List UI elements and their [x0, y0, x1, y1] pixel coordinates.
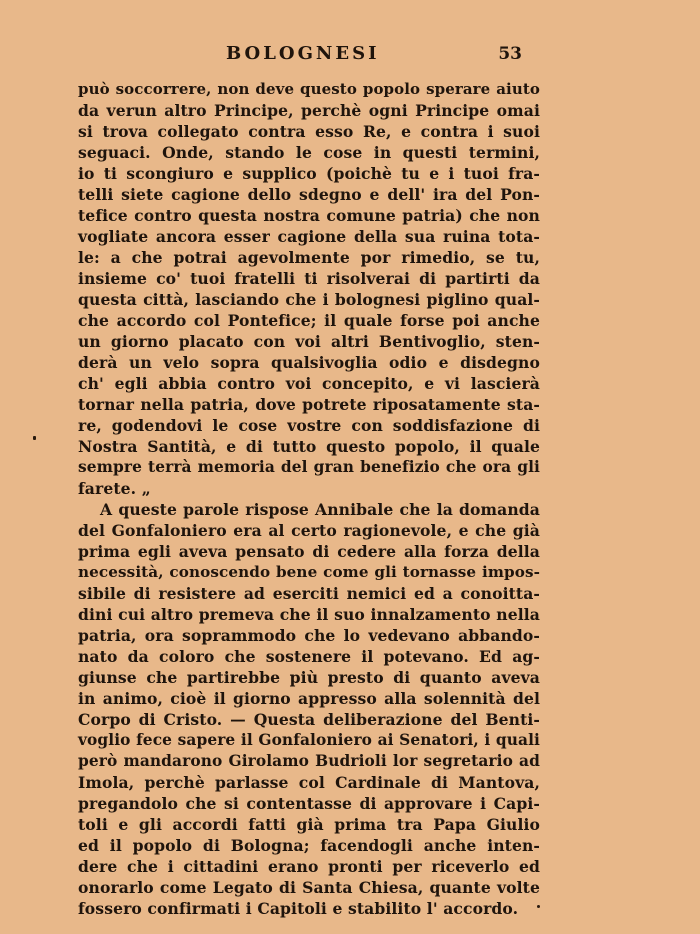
text-line: del Gonfaloniero era al certo ragionevole, e che già [78, 521, 540, 540]
text-line: pregandolo che si contentasse di approvare i Capi- [78, 794, 540, 813]
text-line: derà un velo sopra qualsivoglia odio e disdegno [78, 353, 540, 372]
ink-speck [537, 905, 540, 908]
text-line: vogliate ancora esser cagione della sua ruina tota- [78, 227, 540, 246]
text-line: fossero confirmati i Capitoli e stabilito l' accordo. [78, 899, 519, 918]
text-line: nato da coloro che sostenere il potevano. Ed ag- [78, 647, 540, 666]
text-line: sibile di resistere ad eserciti nemici ed a conoitta- [78, 584, 540, 603]
text-line: Imola, perchè parlasse col Cardinale di Mantova, [78, 773, 540, 792]
text-line: voglio fece sapere il Gonfaloniero ai Senatori, i quali [78, 731, 540, 749]
text-line: patria, ora soprammodo che lo vedevano abbando- [78, 626, 540, 645]
body-text [78, 79, 540, 919]
text-line: Corpo di Cristo. — Questa deliberazione del Benti- [78, 710, 540, 729]
text-line: prima egli aveva pensato di cedere alla forza della [78, 542, 540, 561]
text-line: farete. „ [78, 479, 151, 498]
text-line: seguaci. Onde, stando le cose in questi termini, [78, 143, 540, 162]
margin-mark [33, 436, 36, 440]
text-line: dere che i cittadini erano pronti per riceverlo ed [78, 857, 540, 876]
text-line: onorarlo come Legato di Santa Chiesa, quante volte [78, 878, 540, 897]
text-line: che accordo col Pontefice; il quale forse poi anche [78, 311, 540, 330]
running-title: BOLOGNESI [226, 43, 380, 64]
text-line: insieme co' tuoi fratelli ti risolverai di partirti da [78, 269, 540, 288]
text-line: le: a che potrai agevolmente por rimedio, se tu, [78, 248, 540, 267]
text-line: tefice contro questa nostra comune patria) che non [78, 206, 540, 225]
text-line: può soccorrere, non deve questo popolo sperare aiuto [78, 80, 540, 98]
running-head [78, 40, 540, 68]
text-line: in animo, cioè il giorno appresso alla solennità del [78, 689, 540, 708]
text-line: necessità, conoscendo bene come gli tornasse impos- [78, 563, 540, 581]
text-line: telli siete cagione dello sdegno e dell' ira del Pon- [78, 185, 540, 204]
text-line: toli e gli accordi fatti già prima tra Papa Giulio [78, 815, 540, 834]
text-line: si trova collegato contra esso Re, e contra i suoi [78, 122, 540, 141]
text-line: io ti scongiuro e supplico (poichè tu e i tuoi fra- [78, 164, 540, 183]
text-line: questa città, lasciando che i bolognesi piglino qual- [78, 290, 540, 309]
text-line: da verun altro Principe, perchè ogni Principe omai [78, 101, 540, 120]
text-line: ed il popolo di Bologna; facendogli anche inten- [78, 836, 540, 855]
text-line: giunse che partirebbe più presto di quanto aveva [78, 668, 540, 687]
text-line: tornar nella patria, dove potrete riposatamente sta- [78, 395, 540, 414]
text-line: re, godendovi le cose vostre con soddisfazione di [78, 416, 540, 435]
text-line: ch' egli abbia contro voi concepito, e vi lascierà [78, 374, 540, 393]
text-line: sempre terrà memoria del gran benefizio che ora gli [78, 458, 540, 476]
text-line: A queste parole rispose Annibale che la domanda [100, 500, 540, 519]
text-line: Nostra Santità, e di tutto questo popolo, il quale [78, 437, 540, 456]
page-number: 53 [498, 44, 522, 64]
text-line: però mandarono Girolamo Budrioli lor segretario ad [78, 752, 540, 770]
text-line: dini cui altro premeva che il suo innalzamento nella [78, 605, 540, 624]
text-line: un giorno placato con voi altri Bentivoglio, sten- [78, 332, 540, 351]
